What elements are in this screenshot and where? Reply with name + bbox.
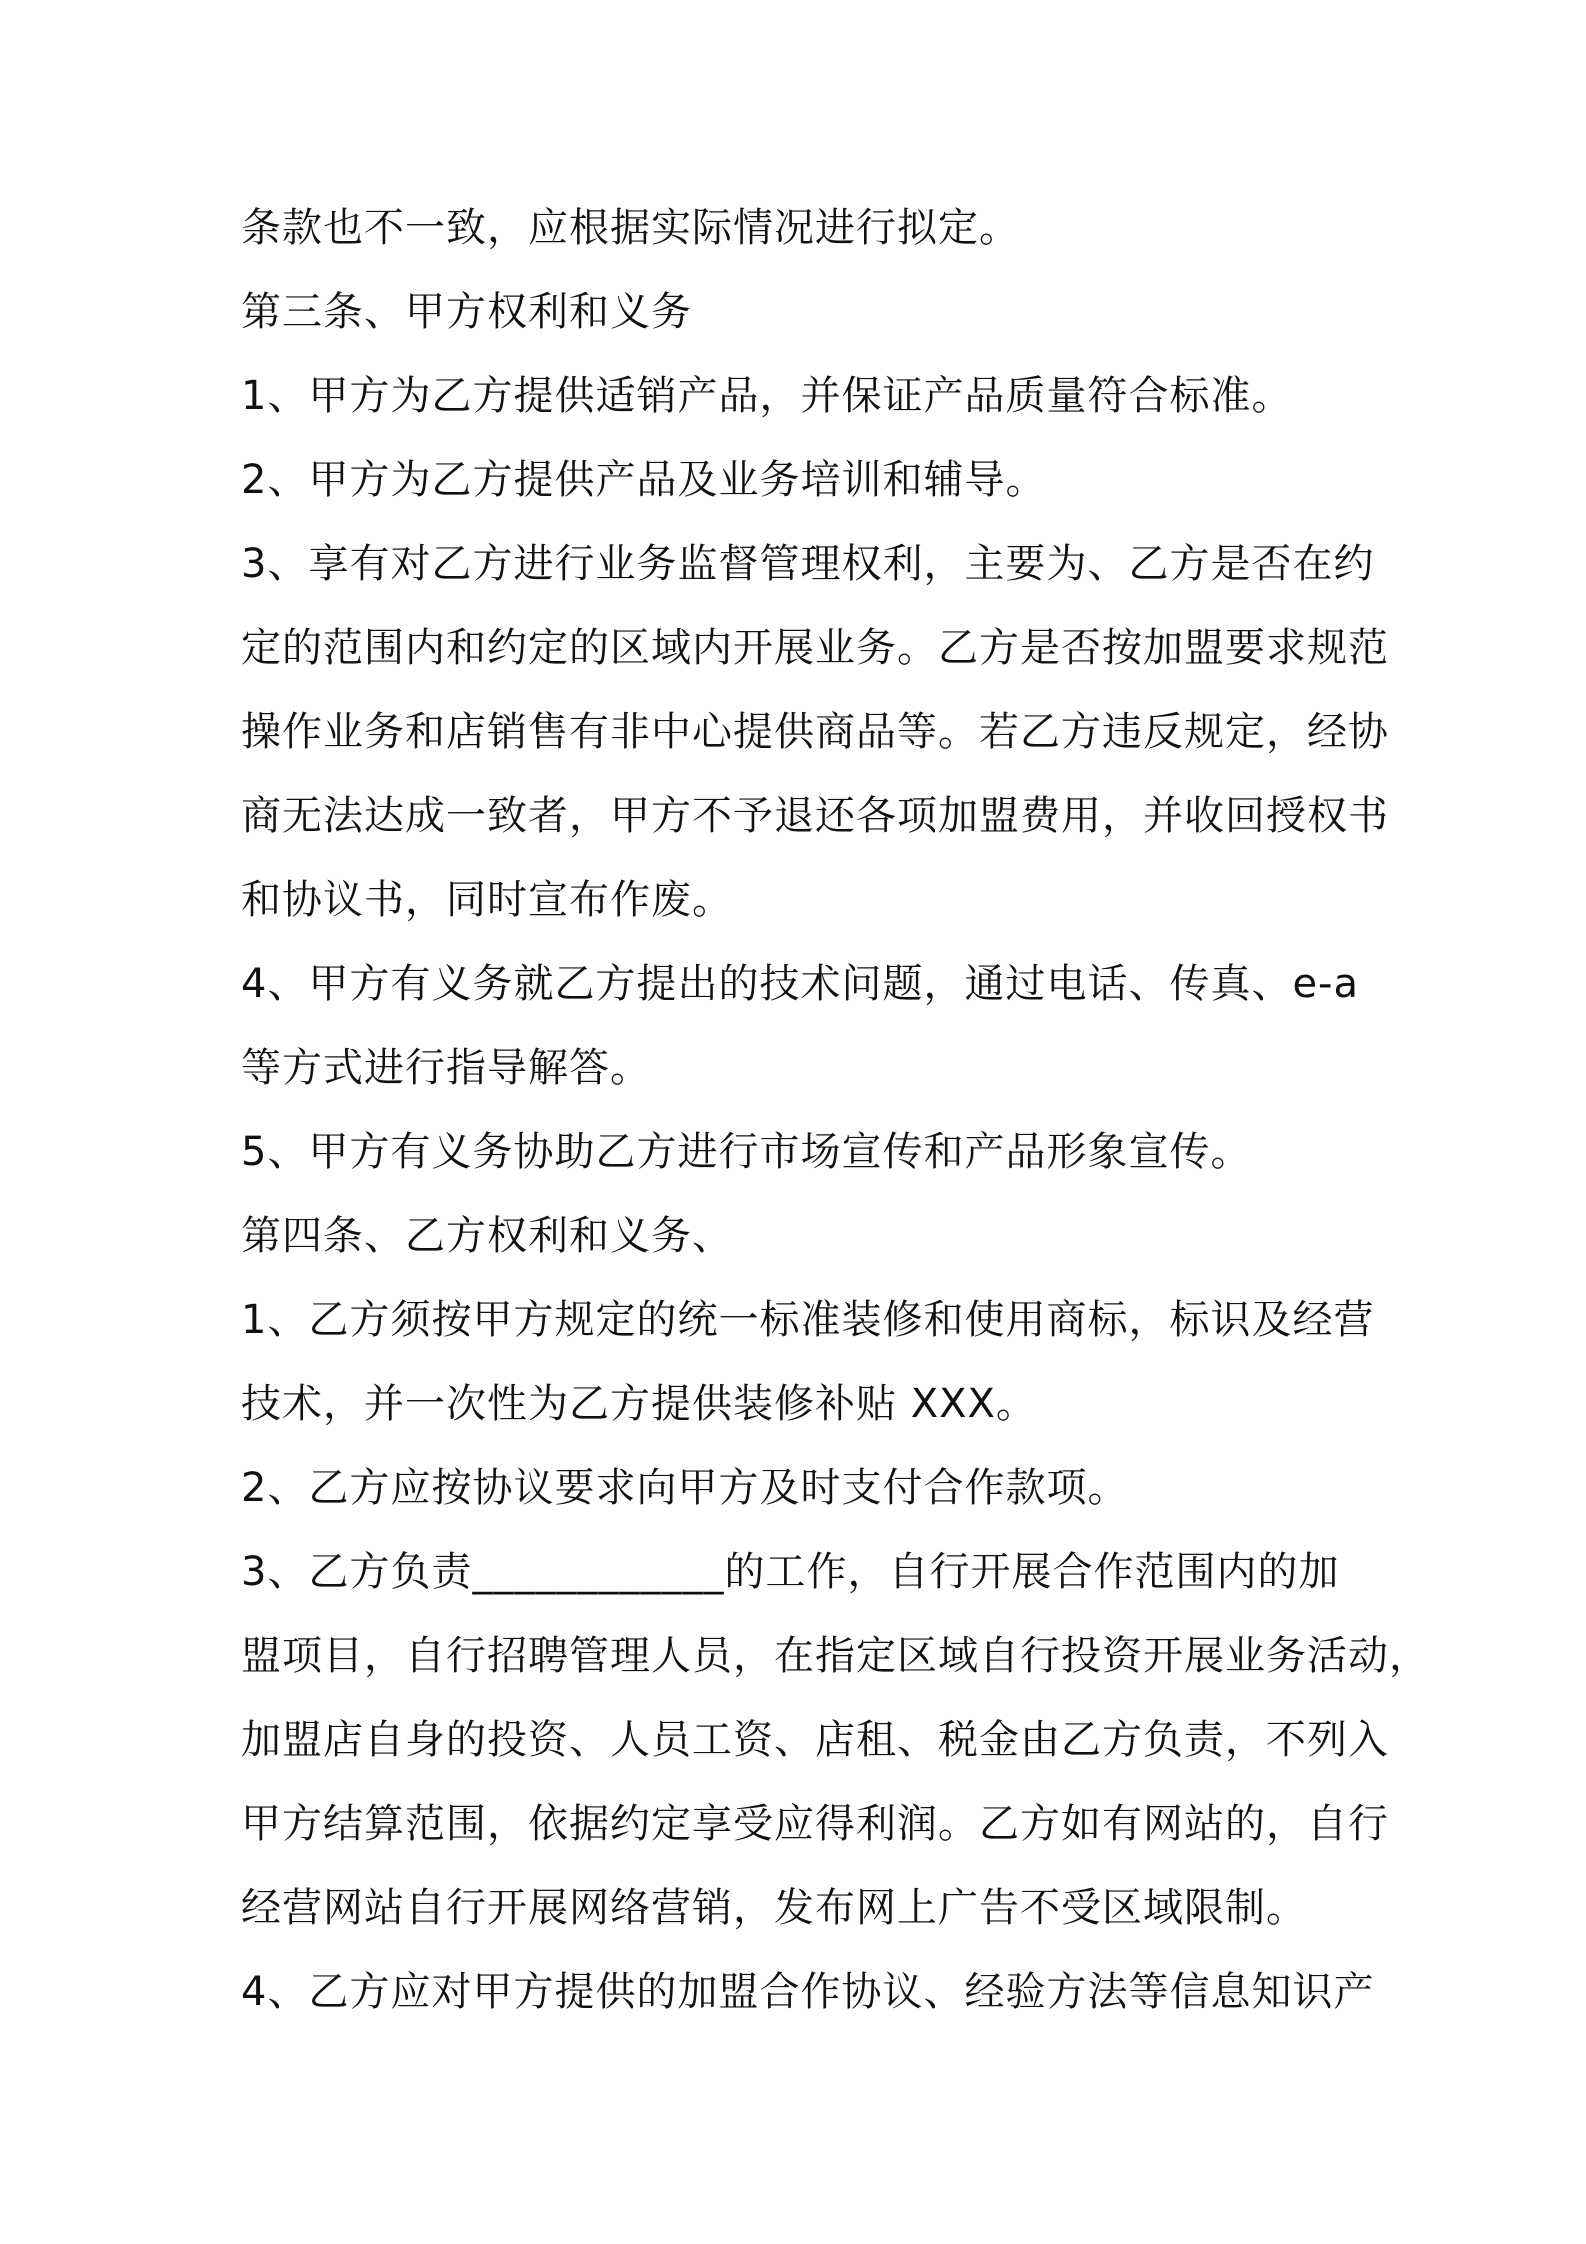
text-line: 1、乙方须按甲方规定的统一标准装修和使用商标，标识及经营 <box>241 1297 1375 1343</box>
text-line: 加盟店自身的投资、人员工资、店租、税金由乙方负责，不列入 <box>241 1717 1389 1763</box>
text-line: 盟项目，自行招聘管理人员，在指定区域自行投资开展业务活动， <box>241 1633 1430 1679</box>
text-line: 5、甲方有义务协助乙方进行市场宣传和产品形象宣传。 <box>241 1129 1252 1175</box>
text-line: 1、甲方为乙方提供适销产品，并保证产品质量符合标准。 <box>241 373 1293 419</box>
text-line: 甲方结算范围，依据约定享受应得利润。乙方如有网站的，自行 <box>241 1801 1389 1847</box>
text-line: 技术，并一次性为乙方提供装修补贴 XXX。 <box>241 1381 1037 1427</box>
text-line: 操作业务和店销售有非中心提供商品等。若乙方违反规定，经协 <box>241 709 1389 755</box>
text-line: 等方式进行指导解答。 <box>241 1045 651 1091</box>
text-line: 3、乙方负责____________的工作，自行开展合作范围内的加 <box>241 1549 1340 1595</box>
section-heading: 第三条、甲方权利和义务 <box>241 289 692 335</box>
section-heading: 第四条、乙方权利和义务、 <box>241 1213 733 1259</box>
text-line: 经营网站自行开展网络营销，发布网上广告不受区域限制。 <box>241 1885 1307 1931</box>
text-line: 和协议书，同时宣布作废。 <box>241 877 733 923</box>
text-line: 2、甲方为乙方提供产品及业务培训和辅导。 <box>241 457 1047 503</box>
text-line: 商无法达成一致者，甲方不予退还各项加盟费用，并收回授权书 <box>241 793 1389 839</box>
text-line: 4、乙方应对甲方提供的加盟合作协议、经验方法等信息知识产 <box>241 1969 1375 2015</box>
text-line: 3、享有对乙方进行业务监督管理权利，主要为、乙方是否在约 <box>241 541 1375 587</box>
text-line: 定的范围内和约定的区域内开展业务。乙方是否按加盟要求规范 <box>241 625 1389 671</box>
text-line: 条款也不一致，应根据实际情况进行拟定。 <box>241 205 1020 251</box>
text-line: 2、乙方应按协议要求向甲方及时支付合作款项。 <box>241 1465 1129 1511</box>
text-line: 4、甲方有义务就乙方提出的技术问题，通过电话、传真、e-a <box>241 961 1360 1007</box>
